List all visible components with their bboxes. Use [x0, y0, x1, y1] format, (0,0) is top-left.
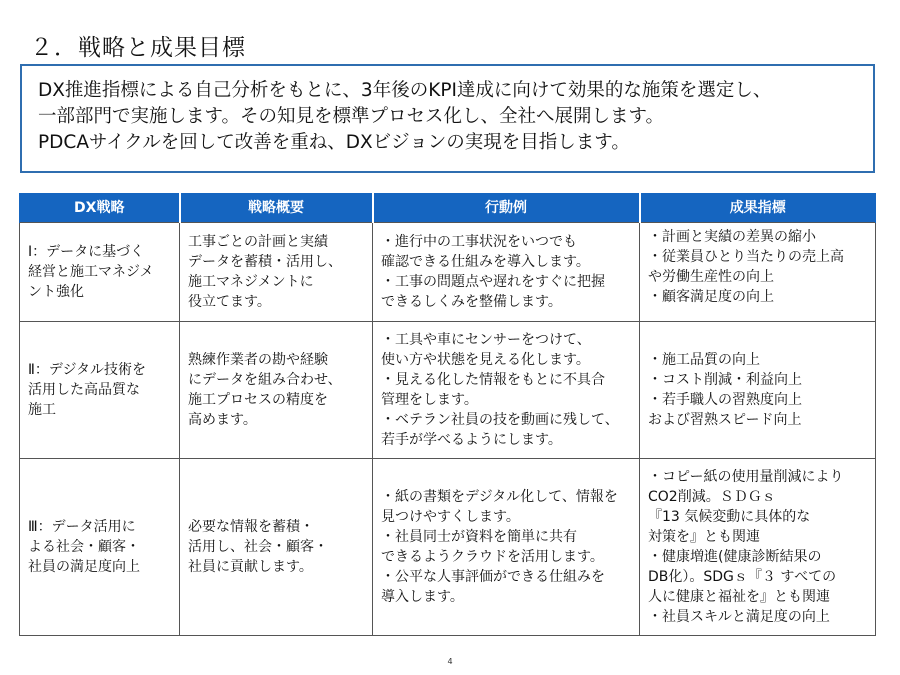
cell-line: 熟練作業者の勘や経験: [188, 351, 328, 368]
header-kpis: 成果指標: [640, 193, 876, 222]
summary-line: 一部部門で実施します。その知見を標準プロセス化し、全社へ展開します。: [38, 106, 665, 127]
cell-line: 見つけやすくします。: [381, 508, 520, 525]
cell-line: ・コスト削減・利益向上: [648, 371, 802, 388]
cell-line: ・従業員ひとり当たりの売上高: [648, 248, 844, 265]
table-row: [20, 458, 876, 635]
cell-line: よる社会・顧客・: [28, 538, 140, 555]
table-row: [20, 321, 876, 458]
cell-overview: [180, 222, 373, 321]
cell-line: ・施工品質の向上: [648, 351, 760, 368]
cell-line: ・ベテラン社員の技を動画に残して、: [381, 411, 619, 428]
cell-kpis: [640, 458, 876, 635]
cell-line: ・紙の書類をデジタル化して、情報を: [381, 488, 618, 505]
cell-line: ・工事の問題点や遅れをすぐに把握: [381, 273, 605, 290]
cell-strategy: [20, 321, 180, 458]
cell-actions: [373, 321, 640, 458]
cell-line: 施工マネジメントに: [188, 273, 314, 290]
cell-line: 工事ごとの計画と実績: [188, 233, 328, 250]
cell-line: 確認できる仕組みを導入します。: [381, 253, 590, 270]
cell-line: 社員に貢献します。: [188, 558, 313, 575]
cell-line: 若手が学べるようにします。: [381, 431, 562, 448]
header-actions: 行動例: [373, 193, 640, 222]
cell-overview: [180, 458, 373, 635]
cell-line: ・社員スキルと満足度の向上: [648, 608, 830, 625]
cell-actions: [373, 222, 640, 321]
cell-line: ・見える化した情報をもとに不具合: [381, 371, 605, 388]
cell-strategy: [20, 222, 180, 321]
cell-line: 人に健康と福祉を』とも関連: [648, 588, 830, 605]
summary-line: PDCAサイクルを回して改善を重ね、DXビジョンの実現を目指します。: [38, 132, 630, 153]
cell-line: できるようクラウドを活用します。: [381, 548, 604, 565]
cell-line: 必要な情報を蓄積・: [188, 518, 314, 535]
cell-line: 使い方や状態を見える化します。: [381, 351, 590, 368]
cell-line: 社員の満足度向上: [28, 558, 140, 575]
cell-strategy: [20, 458, 180, 635]
cell-line: ・健康増進(健康診断結果の: [648, 548, 822, 565]
cell-line: CO2削減。ＳＤＧｓ: [648, 488, 776, 505]
cell-line: 管理をします。: [381, 391, 478, 408]
cell-actions: [373, 458, 640, 635]
cell-line: DB化）。SDGｓ『３ すべての: [648, 568, 837, 585]
cell-line: ・計画と実績の差異の縮小: [648, 228, 816, 245]
cell-line: できるしくみを整備します。: [381, 293, 562, 310]
cell-line: 『13 気候変動に具体的な: [648, 508, 811, 525]
cell-line: 対策を』とも関連: [648, 528, 760, 545]
cell-line: ・コピー紙の使用量削減により: [648, 468, 844, 485]
summary-line: DX推進指標による自己分析をもとに、3年後のKPI達成に向けて効果的な施策を選定し、: [38, 80, 772, 101]
cell-line: にデータを組み合わせ、: [188, 371, 342, 388]
cell-line: ・顧客満足度の向上: [648, 288, 774, 305]
cell-line: データを蓄積・活用し、: [188, 253, 342, 270]
cell-kpis: [640, 321, 876, 458]
cell-line: ・公平な人事評価ができる仕組みを: [381, 568, 605, 585]
cell-line: 経営と施工マネジメ: [28, 263, 154, 280]
cell-line: および習熟スピード向上: [648, 411, 802, 428]
cell-line: Ⅱ：デジタル技術を: [28, 361, 147, 378]
cell-line: ・進行中の工事状況をいつでも: [381, 233, 577, 250]
cell-line: 施工: [28, 401, 56, 418]
cell-line: 活用した高品質な: [28, 381, 140, 398]
summary-box: [20, 64, 875, 173]
cell-line: ・若手職人の習熟度向上: [648, 391, 802, 408]
cell-line: ・工具や車にセンサーをつけて、: [381, 331, 591, 348]
cell-line: ・社員同士が資料を簡単に共有: [381, 528, 577, 545]
cell-line: Ⅰ：データに基づく: [28, 243, 145, 260]
cell-line: 高めます。: [188, 411, 257, 428]
cell-line: 施工プロセスの精度を: [188, 391, 328, 408]
cell-line: や労働生産性の向上: [648, 268, 774, 285]
cell-line: 導入します。: [381, 588, 464, 605]
table-row: [20, 222, 876, 321]
page-title: ２．戦略と成果目標: [30, 35, 246, 61]
cell-line: 活用し、社会・顧客・: [188, 538, 328, 555]
cell-kpis: [640, 222, 876, 321]
cell-line: Ⅲ：データ活用に: [28, 518, 136, 535]
strategy-table: [19, 193, 876, 636]
page-number: 4: [447, 657, 453, 666]
cell-overview: [180, 321, 373, 458]
cell-line: 役立てます。: [188, 293, 271, 310]
header-overview: 戦略概要: [180, 193, 373, 222]
table-header-row: [20, 193, 876, 222]
cell-line: ント強化: [28, 283, 84, 300]
header-dx-strategy: DX戦略: [20, 193, 180, 222]
